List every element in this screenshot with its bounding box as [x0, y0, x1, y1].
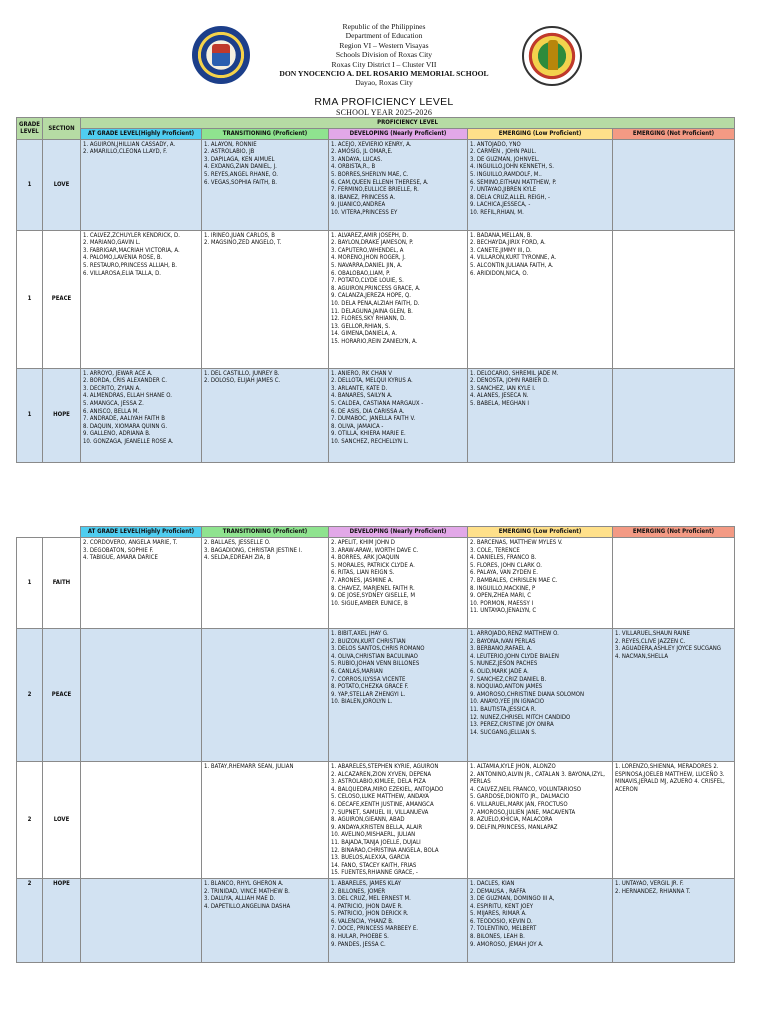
student-name: 8. DELA CRUZ,ALLEL REIGH, -: [470, 193, 550, 201]
document-header: [0, 22, 768, 122]
table-row: [17, 368, 735, 462]
student-list-cell: [202, 762, 329, 879]
student-name: 7. BAMBALES, CHRISLEN MAE C.: [470, 576, 558, 584]
student-name: 8. NOQUIAO,ANTON JAMES: [470, 683, 543, 691]
student-name: 6. VEGAS,SOPHIA FAITH, B.: [204, 178, 278, 186]
student-name: 12. BINARAO,CHRISTINA ANGELA, BOLA: [331, 846, 439, 854]
student-name: 7. DUMABOC, JANELLA FAITH V.: [331, 415, 416, 423]
student-name: 3. DECRITO, ZYIAN A.: [83, 384, 141, 392]
student-name: 2. BALLAES, JESSELLE O.: [204, 539, 271, 546]
student-list-cell: [468, 878, 613, 962]
student-name: 4. BORRES, ARK JOAQUIN: [331, 554, 400, 562]
student-name: 1. ALTAMIA,KYLE JHON, ALONZO: [470, 763, 556, 770]
student-name: 6. VILLARUEL,MARK JAN, FROCTUSO: [470, 800, 568, 808]
student-name: 5. NAVARRA,DANIEL JIN, A.: [331, 261, 403, 269]
student-list-cell: [81, 139, 202, 230]
student-name: 8. AGUIRON,GIEANN, ABAD: [331, 816, 405, 824]
student-name: 6. OBALOBAO,LIAM, P.: [331, 269, 391, 277]
student-list-cell: [613, 762, 735, 879]
student-name: 3. ANDAYA, LUCAS.: [331, 155, 383, 163]
student-name: 9. AMOROSO,CHRISTINE DIANA SOLOMON: [470, 690, 585, 698]
student-name: 6. VALENCIA, YHANZ B.: [331, 917, 394, 925]
developing-header: DEVELOPING (Nearly Proficient): [329, 527, 468, 538]
student-name: 8. POTATO,CHEZKA GRACE F.: [331, 683, 409, 691]
table-row: [17, 139, 735, 230]
student-name: 1. ABARELES,STEPHEN KYRIE, AGUIRON: [331, 763, 439, 770]
student-name: 6. RITAS, LIAN REIGN S.: [331, 569, 395, 577]
student-name: 2. ASTROLABIO, JB: [204, 148, 255, 156]
student-name: 13. BUELOS,ALEXXA, GARCIA: [331, 854, 410, 862]
student-list-cell: [329, 230, 468, 368]
student-list-cell: [613, 230, 735, 368]
student-name: 6. TEODOSIO, KEVIN D.: [470, 917, 533, 925]
student-name: 2. MARIANO,GAVIN L.: [83, 239, 141, 247]
student-name: 11. UNTAYAO,JENALYN, C: [470, 607, 537, 615]
student-name: 4. OLIVA,CHRISTIAN BACULINAO: [331, 652, 418, 660]
student-name: 4. ORBISTA,R., B: [331, 163, 376, 171]
student-name: 7. FERMINO,EULLICE BRIELLE, R.: [331, 186, 419, 194]
student-name: 12. FLORES,SKY RHIANN, D.: [331, 315, 406, 323]
student-name: 3. SANCHEZ, IAN KYLE I.: [470, 384, 536, 392]
student-name: 6. ARIDIDON,NICA, O.: [470, 269, 529, 277]
student-name: 1. BLANCO, RHYL GHERON A.: [204, 879, 284, 887]
grade-cell: 1: [17, 139, 43, 230]
proficiency-table-1: [16, 117, 735, 463]
student-name: 4. INGUILLO,JOHN KENNETH, S.: [470, 163, 554, 171]
student-name: 10. AVELINO,MISHAERL, JULIAN: [331, 831, 416, 839]
student-name: 6. DE ASIS, DIA CARISSA A.: [331, 407, 405, 415]
student-name: 2. TRINIDAD, VINCE MATHEW B.: [204, 887, 290, 895]
student-list-cell: [81, 762, 202, 879]
student-name: 1. ARROJADO,RENZ MATTHEW O.: [470, 630, 559, 637]
student-name: 10. SANCHEZ, RECHELLYN L.: [331, 437, 409, 445]
student-name: 6. CAM,QUEEN ELLENH THERESE, A.: [331, 178, 429, 186]
header-lines: [0, 22, 768, 88]
student-name: 1. ARROYO, JEWAR ACE A.: [83, 369, 153, 377]
student-name: 10. ANAYO,YEE JIN IGNACIO: [470, 698, 544, 706]
student-name: 2. BECHAYDA,JIRIX FORD, A.: [470, 239, 546, 247]
grade-cell: 2: [17, 629, 43, 762]
student-name: 7. CORROS,ILYSSA VICENTE: [331, 675, 406, 683]
student-name: 1. BADANA,MELLAN, B.: [470, 231, 533, 239]
student-name: 5. MIJARES, RIMAR A.: [470, 910, 527, 918]
student-name: 15. HORARIO,REIN ZANIELYN, A.: [331, 337, 418, 345]
student-list-cell: [202, 878, 329, 962]
header-line: Republic of the Philippines: [342, 22, 426, 31]
at-grade-level-header: AT GRADE LEVEL(Highly Proficient): [81, 527, 202, 538]
student-name: 11. DELAGUNA,JAINA GLEN, B.: [331, 307, 413, 315]
grade-cell: 2: [17, 762, 43, 879]
student-name: 2. REYES,CLIVE JAZZEN C.: [615, 637, 686, 645]
student-name: 5. REYES,ANGEL RHANE, O.: [204, 170, 279, 178]
student-name: 2. DENOSTA, JOHN RABIER D.: [470, 377, 549, 385]
section-cell: HOPE: [43, 878, 81, 962]
student-name: 9. ANDAYA,KRISTEN BELLA, ALAIR: [331, 823, 423, 831]
blank-header-cell: [43, 527, 81, 538]
student-name: 5. NUNEZ,JESON PACHES: [470, 660, 538, 668]
school-year: SCHOOL YEAR 2025-2026: [335, 108, 433, 117]
student-name: 5. PATRICIO, JHON DERICK R.: [331, 910, 409, 918]
student-name: 1. DACLES, KIAN: [470, 879, 515, 887]
student-name: 2. CORDOVERO, ANGELA MARIE, T.: [83, 539, 178, 546]
student-list-cell: [202, 368, 329, 462]
student-name: 3. DALUYA, ALLIAH MAE D.: [204, 895, 276, 903]
student-name: 4. ALANES, JESECA N.: [470, 392, 529, 400]
student-name: 1. BIBIT,AXEL JHAY G.: [331, 630, 389, 637]
student-name: 9. AMOROSO, JEMAH JOY A.: [470, 940, 544, 948]
student-name: 2. AMOSIG, JL OMAR,E.: [331, 148, 393, 156]
student-name: 5. CALDEA, CASTIANA MARGAUX -: [331, 399, 424, 407]
student-name: 4. CALVEZ,NEIL FRANCO, VOLUNTARIOSO: [470, 785, 582, 793]
student-list-cell: [202, 629, 329, 762]
student-name: 1. ABARELES, JAMES KLAY: [331, 879, 401, 887]
student-name: 2. ALCAZAREN,ZION XYVEN, DEPEÑA: [331, 770, 432, 778]
student-list-cell: [329, 368, 468, 462]
student-name: 6. ANISCO, BELLA M.: [83, 407, 140, 415]
student-name: 12. NUNEZ,CHRISEL MITCH CANDIDO: [470, 713, 571, 721]
student-name: 9. DE JOSE,SYDNEY GISELLE, M: [331, 592, 415, 600]
student-name: 2. HERNANDEZ, RHIANNA T.: [615, 887, 691, 895]
student-name: 4. NACMAN,SHELLA: [615, 652, 669, 660]
student-name: 1. ALAYON, RONNIE: [204, 140, 257, 148]
student-name: 5. MORALES, PATRICK CLYDE A.: [331, 561, 415, 569]
student-name: 3. COLE, TERENCE: [470, 546, 520, 554]
student-name: 1. AGUIRON,JHILLIAN CASSADY, A.: [83, 140, 176, 148]
student-name: 7. SANCHEZ,CRIZ DANIEL B.: [470, 675, 547, 683]
section-cell: LOVE: [43, 762, 81, 879]
student-name: 1. DELOCARIO, SHREMIL JADE M.: [470, 369, 559, 377]
student-name: 10. SIGUE,AMBER EUNICE, B: [331, 599, 408, 607]
student-name: 7. SUPNET, SAMUEL III, VILLANUEVA: [331, 808, 429, 816]
header-line: Roxas City District I – Cluster VII: [331, 59, 437, 69]
emerging-not-header: EMERGING (Not Proficient): [613, 128, 735, 139]
student-name: 3. ARLANTE, KATE D.: [331, 384, 388, 392]
student-name: 7. POTATO,CLYDE LOUIE, S.: [331, 277, 404, 285]
student-name: 11. BAUTISTA,JESSICA R.: [470, 705, 537, 713]
student-name: 9. GALLENO, ADRIANA B.: [83, 430, 151, 438]
student-name: 4. PATRICIO, JHON DAVE R.: [331, 902, 403, 910]
student-list-cell: [468, 538, 613, 629]
student-name: 4. TABIGUE, AMARA DARICE: [83, 554, 158, 562]
student-name: 6. SEMINO,EITHAN MATTHEW, P.: [470, 178, 557, 186]
student-name: 4. DAPETILLO,ANGELINA DASHA: [204, 902, 291, 910]
student-name: 5. ALCONTIN,JULIANA FAITH, A.: [470, 261, 554, 269]
student-name: 7. DOCE, PRINCESS MARBEEY E.: [331, 925, 419, 933]
student-name: 2. MAGSINO,ZED ANGELO, T.: [204, 239, 282, 247]
grade-cell: 1: [17, 538, 43, 629]
student-name: 5. RESTAURO,PRINCESS ALLIAH, B.: [83, 261, 177, 269]
student-list-cell: [613, 368, 735, 462]
student-name: 8. BILONES, LEAH B.: [470, 933, 525, 941]
student-name: 5. FLORES, JOHN CLARK O.: [470, 561, 542, 569]
student-name: 8. INGUILLO,MACKINE, P: [470, 584, 536, 592]
student-name: 2. BILLONES, JOMER: [331, 887, 386, 895]
transitioning-header: TRANSITIONING (Proficient): [202, 527, 329, 538]
student-name: 5. BORRES,SHERLYN MAE, C.: [331, 170, 409, 178]
student-list-cell: [329, 878, 468, 962]
student-name: 8. IBANEZ, PRINCESS A.: [331, 193, 396, 201]
student-name: 8. CHAVEZ, MARJENEL FAITH R.: [331, 584, 415, 592]
student-list-cell: [468, 368, 613, 462]
student-name: 9. CALANZA,JEREZA HOPE, Q.: [331, 292, 411, 300]
student-list-cell: [468, 629, 613, 762]
student-name: 4. SELDA,EDREAH ZIA, B: [204, 554, 271, 562]
student-name: 9. OTILLA, KHIERA MARIE E.: [331, 430, 406, 438]
student-name: 2. BUIZON,KURT CHRISTIAN: [331, 637, 406, 645]
student-name: 6. OLID,MARK JADE A.: [470, 667, 529, 675]
student-name: 7. UNTAYAO,JIBREN KYLE: [470, 186, 537, 194]
section-cell: LOVE: [43, 139, 81, 230]
student-name: 5. AMANGCA, JESSA Z.: [83, 399, 144, 407]
student-name: 2. BARCENAS, MATTHEW MYLES V.: [470, 539, 563, 546]
student-name: 2. APELIT, KHIM JOHN D: [331, 539, 395, 546]
student-name: 9. LACHICA,JESSECA, -: [470, 201, 531, 209]
student-name: 4. ESPIRITU, KENT JOEY: [470, 902, 534, 910]
student-name: 2. BAYLON,DRAKE JAMESON, P.: [331, 239, 414, 247]
student-name: 14. GIMENA,DANIELA, A.: [331, 330, 397, 338]
grade-cell: 1: [17, 230, 43, 368]
student-name: 2. CARMEN , JOHN PAUL.: [470, 148, 537, 156]
student-name: 3. DAPILAGA, KEN AIMUEL: [204, 155, 275, 163]
page-title: RMA PROFICIENCY LEVEL: [314, 96, 454, 108]
student-name: 3. DEL CRUZ, MEL ERNEST M.: [331, 895, 411, 903]
transitioning-header: TRANSITIONING (Proficient): [202, 128, 329, 139]
student-name: 1. CALVEZ,ZCHUYLER KENDRICK, D.: [83, 231, 180, 239]
student-list-cell: [613, 139, 735, 230]
proficiency-table-2: [16, 526, 735, 963]
developing-header: DEVELOPING (Nearly Proficient): [329, 128, 468, 139]
student-name: 10. DELA PEÑA,ALZIAH FAITH, D.: [331, 299, 420, 307]
student-list-cell: [81, 230, 202, 368]
student-name: 10. GONZAGA, JEANELLE ROSE A.: [83, 437, 174, 445]
student-name: 8. HULAR, PHOEBE S.: [331, 933, 389, 941]
grade-cell: 1: [17, 368, 43, 462]
student-name: 10. PORMON, MAESSY I: [470, 599, 534, 607]
student-name: 10. VITERA,PRINCESS EY: [331, 208, 398, 216]
section-cell: PEACE: [43, 629, 81, 762]
student-name: 6. DECAFE,KENTH JUSTINE, AMANGCA: [331, 800, 434, 808]
student-name: 9. PANDES, JESSA C.: [331, 940, 386, 948]
student-name: 5. CELOSO,LUKE MATTHEW, ANDAYA: [331, 793, 429, 801]
table-row: [17, 878, 735, 962]
student-name: 5. RUBIO,JOHAN VENN BILLONES: [331, 660, 420, 668]
student-name: 15. FUENTES,RHIANNE GRACE, -: [331, 869, 418, 877]
student-name: 2. DOLOSO, ELIJAH JAMES C.: [204, 377, 281, 385]
student-name: 5. BABELA, MEGHAN I: [470, 399, 529, 407]
section-cell: PEACE: [43, 230, 81, 368]
student-list-cell: [81, 538, 202, 629]
student-list-cell: [202, 538, 329, 629]
student-name: 8. DAQUIN, XIOMARA QUINN G.: [83, 422, 168, 430]
at-grade-level-header: AT GRADE LEVEL(Highly Proficient): [81, 128, 202, 139]
student-name: 6. PALAYA, VAN ZYDEN E.: [470, 569, 538, 577]
student-name: 2. AMARILLO,CLEONA LLAYD, F.: [83, 148, 167, 156]
student-name: 3. BERBANO,RAFAEL A.: [470, 645, 532, 653]
table-row: [17, 762, 735, 879]
student-list-cell: [468, 762, 613, 879]
student-name: 7. ANDRADE, AALIYAH FAITH B: [83, 415, 165, 423]
student-name: 3. DE GUZMAN, JOHNVEL.: [470, 155, 540, 163]
student-name: 2. DEMAUSA , RAFFA: [470, 887, 526, 895]
header-line: Department of Education: [345, 31, 423, 41]
student-name: 3. CAPUTERO,WHENDEL, A: [331, 246, 404, 254]
header-line: Region VI – Western Visayas: [339, 40, 429, 50]
student-name: 3. DELOS SANTOS,CHRIS ROMANO: [331, 645, 425, 653]
header-line: Schools Division of Roxas City: [335, 50, 433, 60]
student-list-cell: [613, 878, 735, 962]
student-name: 9. JUANICO,ANDREA: [331, 201, 386, 209]
student-name: 4. BALQUEDRA,MIRO EZEKIEL, ANTOJADO: [331, 785, 444, 793]
student-name: 2. BORDA, CRIS ALEXANDER C.: [83, 377, 167, 385]
student-name: 2. BAYONA,IVAN PERLAS: [470, 637, 536, 645]
student-list-cell: [329, 629, 468, 762]
section-cell: FAITH: [43, 538, 81, 629]
student-name: 8. OLIVA, JAMAICA -: [331, 422, 384, 430]
student-name: 6. VILLAROSA,ELIA TALLA, D.: [83, 269, 161, 277]
student-name: 1. IRINEO,JUAN CARLOS, B: [204, 231, 275, 239]
student-name: 1. ALVAREZ,AMIR JOSEPH, D.: [331, 231, 409, 239]
student-name: 7. ARONES, JASMINE A.: [331, 576, 394, 584]
student-list-cell: [468, 139, 613, 230]
student-name: 3. AGUADERA,ASHLEY JOYCE SUCGANG: [615, 645, 721, 653]
student-name: 13. PEREZ,CRISTINE JOY ONIRA: [470, 721, 554, 729]
table-row: [17, 230, 735, 368]
student-list-cell: [202, 230, 329, 368]
student-list-cell: [329, 538, 468, 629]
blank-header-cell: [17, 527, 43, 538]
school-name: DON YNOCENCIO A. DEL ROSARIO MEMORIAL SCHOOL: [279, 69, 489, 79]
student-name: 1. ACEJO, XEVIERIO KENRY, A.: [331, 140, 412, 148]
student-list-cell: [468, 230, 613, 368]
student-name: 4. MORENO,JHON ROGER, J.: [331, 254, 406, 262]
emerging-low-header: EMERGING (Low Proficient): [468, 128, 613, 139]
section-cell: HOPE: [43, 368, 81, 462]
school-address: Dayao, Roxas City: [355, 78, 413, 88]
student-name: 8. AGUIRON,PRINCESS GRACE, A.: [331, 284, 421, 292]
student-name: 9. DELFIN,PRINCESS, MANLAPAZ: [470, 823, 558, 831]
student-name: 3. BAGADIONG, CHRISTAR JESTINE I.: [204, 546, 303, 554]
student-name: 1. VILLARUEL,SHAUN RAINE: [615, 630, 690, 637]
student-name: 3. FABRIGAR,MACRIAH VICTORIA, A.: [83, 246, 180, 254]
student-name: 3. ASTROLABIO,KIMLEE, DELA PIZA: [331, 778, 426, 786]
student-list-cell: [613, 629, 735, 762]
student-name: 14. FANO, STACEY KAITH, FRIAS: [331, 861, 417, 869]
student-name: 4. ALMENDRAS, ELLAH SHANE O.: [83, 392, 172, 400]
student-name: 5. GARDOSE,DIONITO JR., DALMACIO: [470, 793, 570, 801]
student-name: 4. EXDANG,ZIAN DANIEL, J.: [204, 163, 277, 171]
student-list-cell: [81, 368, 202, 462]
student-name: 10. BIALEN,JOROLYN L.: [331, 698, 393, 706]
student-name: 10. REFIL,RHIAN, M.: [470, 208, 524, 216]
student-name: 9. OPEN,ZHEA MARI, C: [470, 592, 531, 600]
student-name: 3. CAÑETE,JIMMY III, D.: [470, 246, 532, 254]
student-name: 13. GELLOR,RHIAN, S.: [331, 322, 391, 330]
student-list-cell: [329, 762, 468, 879]
student-name: 2. ANTONINO,ALVIN JR., CATALAN 3. BAYONA,IZYL, PERLAS: [470, 770, 605, 786]
student-name: 1. DEL CASTILLO, JUNREY B.: [204, 369, 280, 377]
student-name: 1. LORENZO,SHIENNA, MERADORES 2. ESPINOSA,JOELEB MATTHEW, LUCEÑO 3. MINAVIS,JERALD MJ, AZUERO 4. CRISFEL, ACERON: [615, 763, 725, 793]
proficiency-level-header: PROFICIENCY LEVEL: [81, 118, 735, 129]
student-list-cell: [81, 878, 202, 962]
student-name: 9. YAP,STELLAR ZHENGYI L.: [331, 690, 406, 698]
student-name: 1. ANTOJADO, YNO: [470, 140, 521, 148]
student-name: 3. DE GUZMAN, DOMINGO III A,: [470, 895, 555, 903]
student-name: 6. CANLAS,MARIAN: [331, 667, 383, 675]
student-list-cell: [202, 139, 329, 230]
student-name: 3. ARAW-ARAW, WORTH DAVE C.: [331, 546, 419, 554]
student-list-cell: [613, 538, 735, 629]
emerging-not-header: EMERGING (Not Proficient): [613, 527, 735, 538]
student-name: 11. BAJADA,TANJA JOELLE, DUJALI: [331, 838, 421, 846]
student-name: 2. DELLOTA, MELQUI KYRUS A.: [331, 377, 413, 385]
table-row: [17, 538, 735, 629]
student-name: 7. AMOROSO,JULIEN JANE, MACAVENTA: [470, 808, 576, 816]
student-name: 8. AZUELO,KHICIA, MALACORA: [470, 816, 553, 824]
table-row: [17, 629, 735, 762]
student-name: 4. DANIELES, FRANCO B.: [470, 554, 537, 562]
student-name: 1. ANIERO, RK CHAN V: [331, 369, 392, 377]
grade-cell: 2: [17, 878, 43, 962]
student-name: 14. SUCGANG,JELLIAN S.: [470, 728, 537, 736]
student-list-cell: [329, 139, 468, 230]
student-list-cell: [81, 629, 202, 762]
grade-level-header: GRADE LEVEL: [17, 118, 43, 140]
student-name: 1. UNTAYAO, VERGIL JR. F.: [615, 879, 684, 887]
student-name: 4. BAÑARES, SAILYN A.: [331, 392, 393, 400]
student-name: 4. LEUTERIO,JOHN CLYDE BIALEN: [470, 652, 559, 660]
student-name: 3. DEGOBATON, SOPHIE F.: [83, 546, 154, 554]
student-name: 4. VILLARON,KURT TYRONNE, A.: [470, 254, 557, 262]
emerging-low-header: EMERGING (Low Proficient): [468, 527, 613, 538]
student-name: 7. TOLENTINO, MELBERT: [470, 925, 537, 933]
student-name: 5. INGUILLO,RAMDOLF, M..: [470, 170, 542, 178]
student-name: 4. PALOMO,LAVENIA ROSE, B.: [83, 254, 163, 262]
section-header: SECTION: [43, 118, 81, 140]
student-name: 1. BATAY,RHEMARR SEAN, JULIAN: [204, 763, 294, 770]
